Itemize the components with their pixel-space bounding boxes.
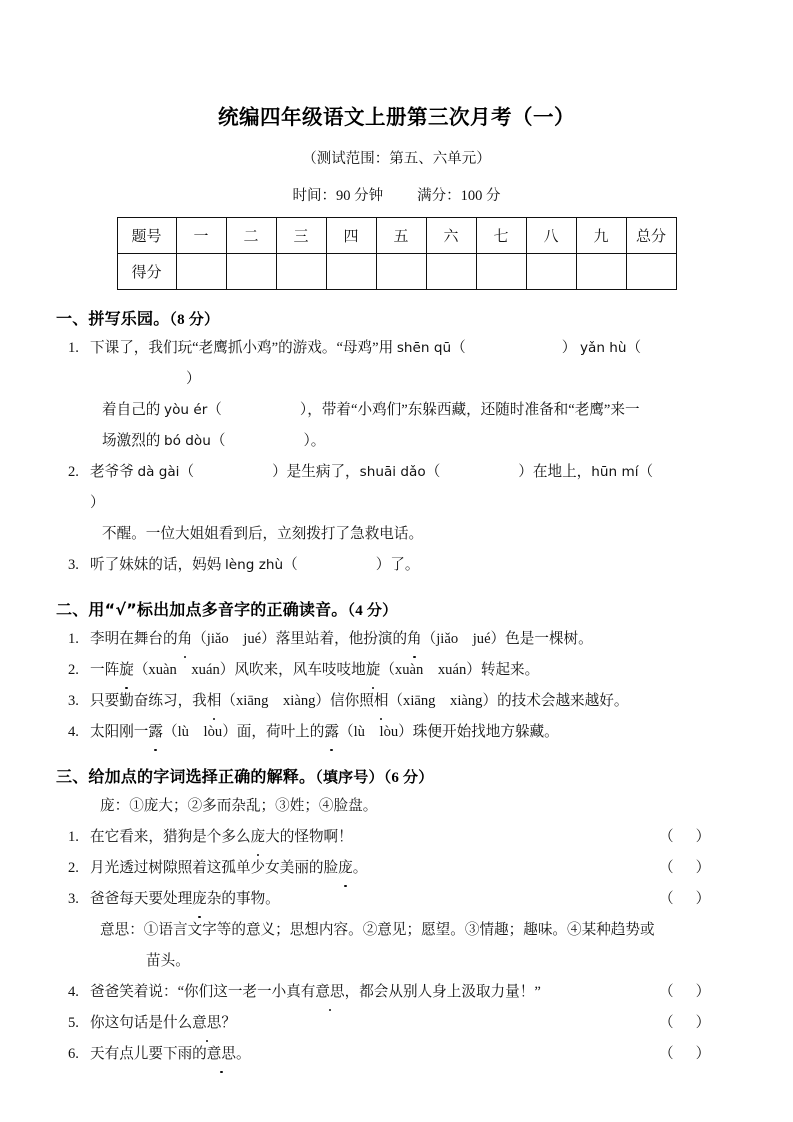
emphasis-char: 角: [178, 624, 193, 655]
section-one-question-1-line-2: [56, 395, 737, 426]
bracket-open: （: [659, 984, 696, 1000]
pronunciation-options[interactable]: （lù lòu）: [338, 724, 413, 740]
score-col-2: 二: [226, 218, 276, 254]
pronunciation-options[interactable]: （xiāng xiàng）: [388, 693, 498, 709]
section-one-question-3: [56, 550, 737, 581]
question-text: 信你照: [330, 693, 374, 709]
section-two-question-4: [56, 717, 737, 748]
pronunciation-options[interactable]: （xiāng xiàng）: [221, 693, 331, 709]
question-text: 爸爸笑着说：“你们这一老一小真有: [90, 984, 316, 1000]
question-number: 2.: [68, 464, 79, 480]
question-text: 。: [352, 860, 368, 876]
score-cell-8[interactable]: [526, 254, 576, 290]
row-header-question-number: 题号: [117, 218, 176, 254]
score-col-5: 五: [376, 218, 426, 254]
section-two: [56, 597, 737, 748]
bracket-open: （: [659, 860, 696, 876]
question-text: 珠便开始找地方躲藏。: [412, 724, 559, 740]
question-number: 1.: [68, 631, 79, 647]
bracket-open: （: [207, 402, 222, 418]
pinyin-yan-hu: yǎn hù: [579, 340, 627, 356]
section-three-question-4: [56, 977, 737, 1008]
score-table: [117, 217, 677, 290]
score-cell-1[interactable]: [176, 254, 226, 290]
bracket-close: ）: [186, 371, 201, 387]
section-three-title-text: 三、给加点的字词选择正确的解释。: [56, 767, 316, 786]
question-text: ）。: [303, 433, 326, 449]
question-number: 2.: [68, 860, 79, 876]
question-number: 3.: [68, 891, 79, 907]
question-text: 只要勤奋练习，我: [90, 693, 207, 709]
bracket-close: ）: [695, 984, 733, 1000]
answer-parentheses[interactable]: [659, 822, 737, 853]
pronunciation-options[interactable]: （jiǎo jué）: [421, 631, 506, 647]
section-two-points: （4 分）: [347, 603, 398, 619]
bracket-open: （: [659, 1046, 696, 1062]
emphasis-char: 庞: [251, 822, 266, 853]
section-two-question-1: [56, 624, 737, 655]
score-cell-6[interactable]: [426, 254, 476, 290]
question-text: ）了。: [375, 557, 420, 573]
question-text: ）是生病了，: [272, 464, 360, 480]
pronunciation-options[interactable]: （xuàn xuán）: [133, 662, 235, 678]
row-header-score: 得分: [117, 254, 176, 290]
question-text: 天有点儿要下雨的: [90, 1046, 207, 1062]
bracket-open: （: [659, 1015, 696, 1031]
pronunciation-options[interactable]: （jiǎo jué）: [192, 631, 276, 647]
bracket-open: （: [638, 464, 654, 480]
time-limit-label: 时间：90 分钟: [292, 188, 384, 204]
section-three-question-2: [56, 853, 737, 884]
emphasis-char: 角: [407, 624, 422, 655]
bracket-open: （: [179, 464, 195, 480]
question-text: ），带着“小鸡们”东躲西藏，还随时准备和“老鹰”来一: [299, 402, 640, 418]
score-col-4: 四: [326, 218, 376, 254]
question-number: 5.: [68, 1015, 79, 1031]
question-text: 面，荷叶上的: [236, 724, 325, 740]
question-text: 老爷爷: [90, 464, 138, 480]
question-text: 下课了，我们玩“老鹰抓小鸡”的游戏。“母鸡”用: [90, 340, 397, 356]
score-col-6: 六: [426, 218, 476, 254]
bracket-close: ）: [695, 1015, 733, 1031]
bracket-open: （: [283, 557, 298, 573]
section-three-question-3: [56, 884, 737, 915]
page-title: 统编四年级语文上册第三次月考（一）: [218, 105, 575, 129]
score-col-8: 八: [526, 218, 576, 254]
pinyin-leng-zhu: lèng zhù: [225, 557, 284, 573]
question-text: 你这句话是什么: [90, 1015, 193, 1031]
question-number: 3.: [68, 693, 79, 709]
section-two-question-3: [56, 686, 737, 717]
question-number: 1.: [68, 340, 79, 356]
question-text: 月光透过树隙照着这孤单少女美丽的脸: [90, 860, 339, 876]
bracket-open: （: [451, 340, 466, 356]
emphasis-char: 相: [374, 686, 389, 717]
question-text: 的技术会越来越好。: [497, 693, 629, 709]
table-row-scores: [117, 254, 676, 290]
emphasis-word: 意思: [192, 1008, 221, 1039]
question-text: 着自己的: [102, 402, 165, 418]
bracket-open: （: [210, 433, 226, 449]
question-number: 6.: [68, 1046, 79, 1062]
pronunciation-options[interactable]: （xuàn xuán）: [380, 662, 481, 678]
score-cell-9[interactable]: [576, 254, 626, 290]
section-three-question-5: [56, 1008, 737, 1039]
table-row-question-numbers: [117, 218, 676, 254]
emphasis-char: 露: [148, 717, 163, 748]
emphasis-char: 相: [207, 686, 222, 717]
question-text: 李明在舞台的: [90, 631, 178, 647]
question-text: 转起来。: [480, 662, 540, 678]
bracket-close: ）: [695, 1046, 733, 1062]
score-table-container: [56, 217, 737, 290]
question-text: 在它看来，猎狗是个多么: [90, 829, 251, 845]
gloss-text: 苗头。: [146, 953, 190, 969]
bracket-close: ）: [561, 340, 580, 356]
section-two-title-text: 二、用“√”标出加点多音字的正确读音。: [56, 600, 348, 619]
bracket-open: （: [626, 340, 642, 356]
question-text: 一阵: [90, 662, 120, 678]
bracket-open: （: [659, 891, 696, 907]
section-one: [56, 306, 737, 581]
question-text: ？: [221, 1015, 236, 1031]
answer-parentheses[interactable]: [659, 884, 737, 915]
bracket-close: ）: [695, 891, 733, 907]
emphasis-char: 旋: [366, 655, 381, 686]
total-score-label: 满分：100 分: [417, 188, 501, 204]
question-text: 听了妹妹的话，妈妈: [90, 557, 225, 573]
pronunciation-options[interactable]: （lù lòu）: [163, 724, 237, 740]
score-cell-3[interactable]: [276, 254, 326, 290]
score-col-1: 一: [176, 218, 226, 254]
question-text: 落里站着，他扮演的: [275, 631, 408, 647]
answer-parentheses[interactable]: [659, 977, 737, 1008]
section-one-question-1-line-1: [56, 333, 737, 395]
score-cell-5[interactable]: [376, 254, 426, 290]
emphasis-word: 意思: [315, 977, 344, 1008]
question-number: 4.: [68, 724, 79, 740]
section-three: [56, 764, 737, 1070]
gloss-yisi-line-2: [56, 946, 737, 977]
emphasis-char: 露: [324, 717, 339, 748]
answer-parentheses[interactable]: [659, 853, 737, 884]
question-number: 4.: [68, 984, 79, 1000]
gloss-yisi-line-1: 意思：①语言文字等的意义；思想内容。②意见；愿望。③情趣；趣味。④某种趋势或: [100, 922, 655, 938]
question-number: 1.: [68, 829, 79, 845]
score-col-total: 总分: [626, 218, 676, 254]
question-text: 爸爸每天要处理: [90, 891, 193, 907]
question-text: 。: [235, 1046, 251, 1062]
question-text: ）在地上，: [518, 464, 592, 480]
section-three-question-6: [56, 1039, 737, 1070]
question-text: 场激烈的: [102, 433, 165, 449]
pinyin-hun-mi: hūn mí: [591, 464, 639, 480]
question-text: 色是一棵树。: [505, 631, 593, 647]
section-one-points: （8 分）: [169, 312, 220, 328]
pinyin-shen-qu: shēn qū: [396, 340, 452, 356]
pinyin-shuai-dao: shuāi dǎo: [359, 464, 426, 480]
gloss-pang: 庞：①庞大；②多而杂乱；③姓；④脸盘。: [100, 798, 378, 814]
question-text: 大的怪物啊！: [265, 829, 353, 845]
question-number: 3.: [68, 557, 79, 573]
section-two-question-2: [56, 655, 737, 686]
section-one-question-2-line-2: 不醒。一位大姐姐看到后，立刻拨打了急救电话。: [102, 526, 424, 542]
section-three-heading: [56, 764, 737, 787]
section-one-title-text: 一、拼写乐园。: [56, 309, 170, 328]
question-text: 杂的事物。: [206, 891, 280, 907]
score-cell-2[interactable]: [226, 254, 276, 290]
section-one-question-1-line-3: [56, 426, 737, 457]
pinyin-bo-dou: bó dòu: [164, 433, 211, 449]
question-text: ，都会从别人身上汲取力量！”: [344, 984, 541, 1000]
question-text: 风吹来，风车吱吱地: [234, 662, 366, 678]
score-cell-total[interactable]: [626, 254, 676, 290]
score-col-9: 九: [576, 218, 626, 254]
test-scope-subtitle: （测试范围：第五、六单元）: [302, 151, 491, 167]
answer-parentheses[interactable]: [659, 1039, 737, 1070]
question-number: 2.: [68, 662, 79, 678]
bracket-open: （: [425, 464, 441, 480]
section-three-question-1: [56, 822, 737, 853]
score-col-3: 三: [276, 218, 326, 254]
score-cell-4[interactable]: [326, 254, 376, 290]
emphasis-char: 庞: [192, 884, 207, 915]
emphasis-word: 意思: [207, 1039, 236, 1070]
answer-parentheses[interactable]: [659, 1008, 737, 1039]
emphasis-char: 旋: [119, 655, 134, 686]
bracket-close: ）: [90, 495, 105, 511]
pinyin-you-er: yòu ér: [164, 402, 208, 418]
question-text: 太阳刚一: [90, 724, 149, 740]
score-cell-7[interactable]: [476, 254, 526, 290]
section-two-heading: [56, 597, 737, 620]
section-one-heading: [56, 306, 737, 329]
pinyin-da-gai: dà gài: [137, 464, 180, 480]
emphasis-char: 庞: [338, 853, 353, 884]
bracket-close: ）: [695, 860, 733, 876]
score-col-7: 七: [476, 218, 526, 254]
section-three-points: （填序号）（6 分）: [315, 770, 434, 786]
bracket-open: （: [659, 829, 696, 845]
exam-meta: [56, 168, 737, 205]
section-one-question-2-line-1: [56, 457, 737, 519]
bracket-close: ）: [695, 829, 733, 845]
